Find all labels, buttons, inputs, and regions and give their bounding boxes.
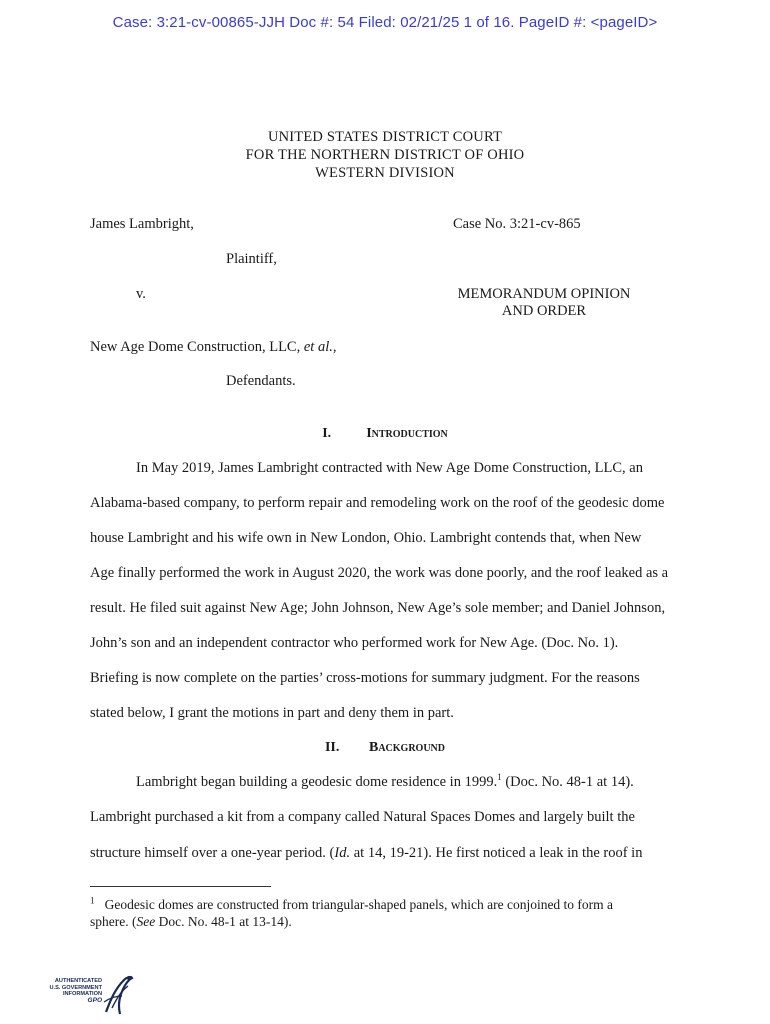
intro-line: Alabama-based company, to perform repair and remodeling work on the roof of the geodesic dome	[90, 495, 665, 511]
section-heading-background: II. Background	[324, 740, 445, 755]
versus: v.	[136, 286, 146, 302]
defendant-role: Defendants.	[226, 373, 296, 389]
document-title-line2: AND ORDER	[501, 303, 587, 319]
intro-line: John’s son and an independent contractor who performed work for New Age. (Doc. No. 1).	[90, 635, 619, 651]
gpo-authenticated-logo	[44, 972, 134, 1018]
eagle-icon	[100, 972, 134, 1018]
case-header-stamp: Case: 3:21-cv-00865-JJH Doc #: 54 Filed: 02/21/25 1 of 16. PageID #: <pageID>	[112, 14, 658, 31]
defendant-name: New Age Dome Construction, LLC, et al.,	[90, 339, 337, 355]
intro-line: house Lambright and his wife own in New London, Ohio. Lambright contends that, when New	[90, 530, 642, 546]
section-heading-introduction: I. Introduction	[322, 426, 448, 441]
intro-line: Briefing is now complete on the parties’ cross-motions for summary judgment. For the reasons	[90, 670, 640, 686]
background-line: Lambright began building a geodesic dome residence in 1999.$^1$ (Doc. No. 48-1 at 14).	[136, 772, 634, 790]
et-al: et al.	[303, 339, 333, 355]
plaintiff-name: James Lambright,	[90, 216, 194, 232]
court-name-line2: FOR THE NORTHERN DISTRICT OF OHIO	[245, 147, 525, 163]
background-line: Lambright purchased a kit from a company called Natural Spaces Domes and largely built the	[90, 809, 635, 825]
background-line: structure himself over a one-year period. (Id. at 14, 19-21). He first noticed a leak in the roof in	[90, 845, 643, 861]
plaintiff-role: Plaintiff,	[226, 251, 277, 267]
court-name-line3: WESTERN DIVISION	[315, 165, 455, 181]
intro-line: stated below, I grant the motions in part and deny them in part.	[90, 705, 454, 721]
footnote-line: sphere. (See Doc. No. 48-1 at 13-14).	[90, 914, 292, 929]
court-name-line1: UNITED STATES DISTRICT COURT	[267, 129, 503, 145]
intro-line: Age finally performed the work in August 2020, the work was done poorly, and the roof leaked as a	[90, 565, 669, 581]
footnote-marker: 1	[90, 895, 95, 906]
intro-line: result. He filed suit against New Age; John Johnson, New Age’s sole member; and Daniel Johnson,	[90, 600, 666, 616]
gpo-logo-text: AUTHENTICATED U.S. GOVERNMENT INFORMATION GPO	[49, 978, 102, 1004]
footnote-divider	[90, 886, 271, 887]
document-title-line1: MEMORANDUM OPINION	[457, 286, 631, 302]
footnote-line: $^1$ Geodesic domes are constructed from triangular-shaped panels, which are conjoined to form a	[90, 895, 614, 912]
case-number: Case No. 3:21-cv-865	[453, 216, 581, 232]
intro-line: In May 2019, James Lambright contracted with New Age Dome Construction, LLC, an	[136, 460, 643, 476]
footnote-ref: 1	[497, 772, 502, 783]
